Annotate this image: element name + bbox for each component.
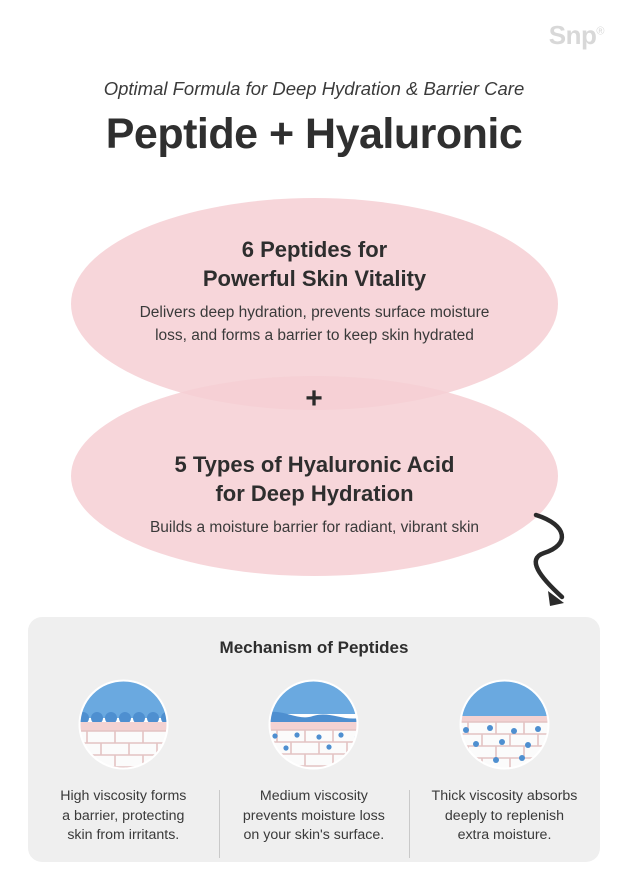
peptide-body <box>71 302 558 347</box>
thick-viscosity-absorb-icon <box>452 672 557 777</box>
peptide-body-line1: Delivers deep hydration, prevents surface moisture <box>139 304 490 322</box>
list-item <box>409 672 600 846</box>
mechanism-card-list <box>28 672 600 846</box>
peptide-body-line2: loss, and forms a barrier to keep skin hydrated <box>155 326 474 344</box>
hyaluronic-heading-line2: for Deep Hydration <box>215 481 414 507</box>
page-subtitle: Optimal Formula for Deep Hydration & Barrier Care <box>103 78 525 99</box>
peptide-heading-line1: 6 Peptides for <box>241 237 388 262</box>
high-viscosity-barrier-icon <box>71 672 176 777</box>
caption-line2: prevents moisture loss <box>242 807 385 824</box>
list-item-caption <box>38 787 208 846</box>
list-item-caption <box>229 787 399 846</box>
caption-line1: Medium viscosity <box>259 788 368 804</box>
peptide-heading <box>71 235 558 293</box>
registered-mark: ® <box>596 25 604 38</box>
peptide-ellipse-content <box>71 235 558 347</box>
caption-line3: extra moisture. <box>457 827 552 844</box>
mechanism-title: Mechanism of Peptides <box>219 638 409 657</box>
hyaluronic-ellipse-content <box>71 450 558 540</box>
hyaluronic-body-line1: Builds a moisture barrier for radiant, vibrant skin <box>149 519 480 537</box>
list-item <box>219 672 410 846</box>
hyaluronic-heading-line1: 5 Types of Hyaluronic Acid <box>174 452 455 477</box>
caption-line1: High viscosity forms <box>60 788 187 804</box>
page-title: Peptide + Hyaluronic <box>105 110 523 158</box>
hyaluronic-heading <box>71 450 558 508</box>
list-item <box>28 672 219 846</box>
brand-logo <box>549 20 604 51</box>
plus-icon: + <box>305 382 323 415</box>
hyaluronic-body <box>71 517 558 539</box>
brand-name: Snp <box>548 20 597 50</box>
peptide-heading-line2: Powerful Skin Vitality <box>202 266 427 292</box>
medium-viscosity-moisture-icon <box>261 672 366 777</box>
caption-line3: on your skin's surface. <box>243 827 385 844</box>
curved-arrow-icon <box>522 505 592 615</box>
caption-line3: skin from irritants. <box>67 827 180 844</box>
caption-line2: a barrier, protecting <box>62 807 185 824</box>
caption-line1: Thick viscosity absorbs <box>431 788 578 804</box>
caption-line2: deeply to replenish <box>444 807 565 824</box>
list-item-caption <box>419 787 589 846</box>
